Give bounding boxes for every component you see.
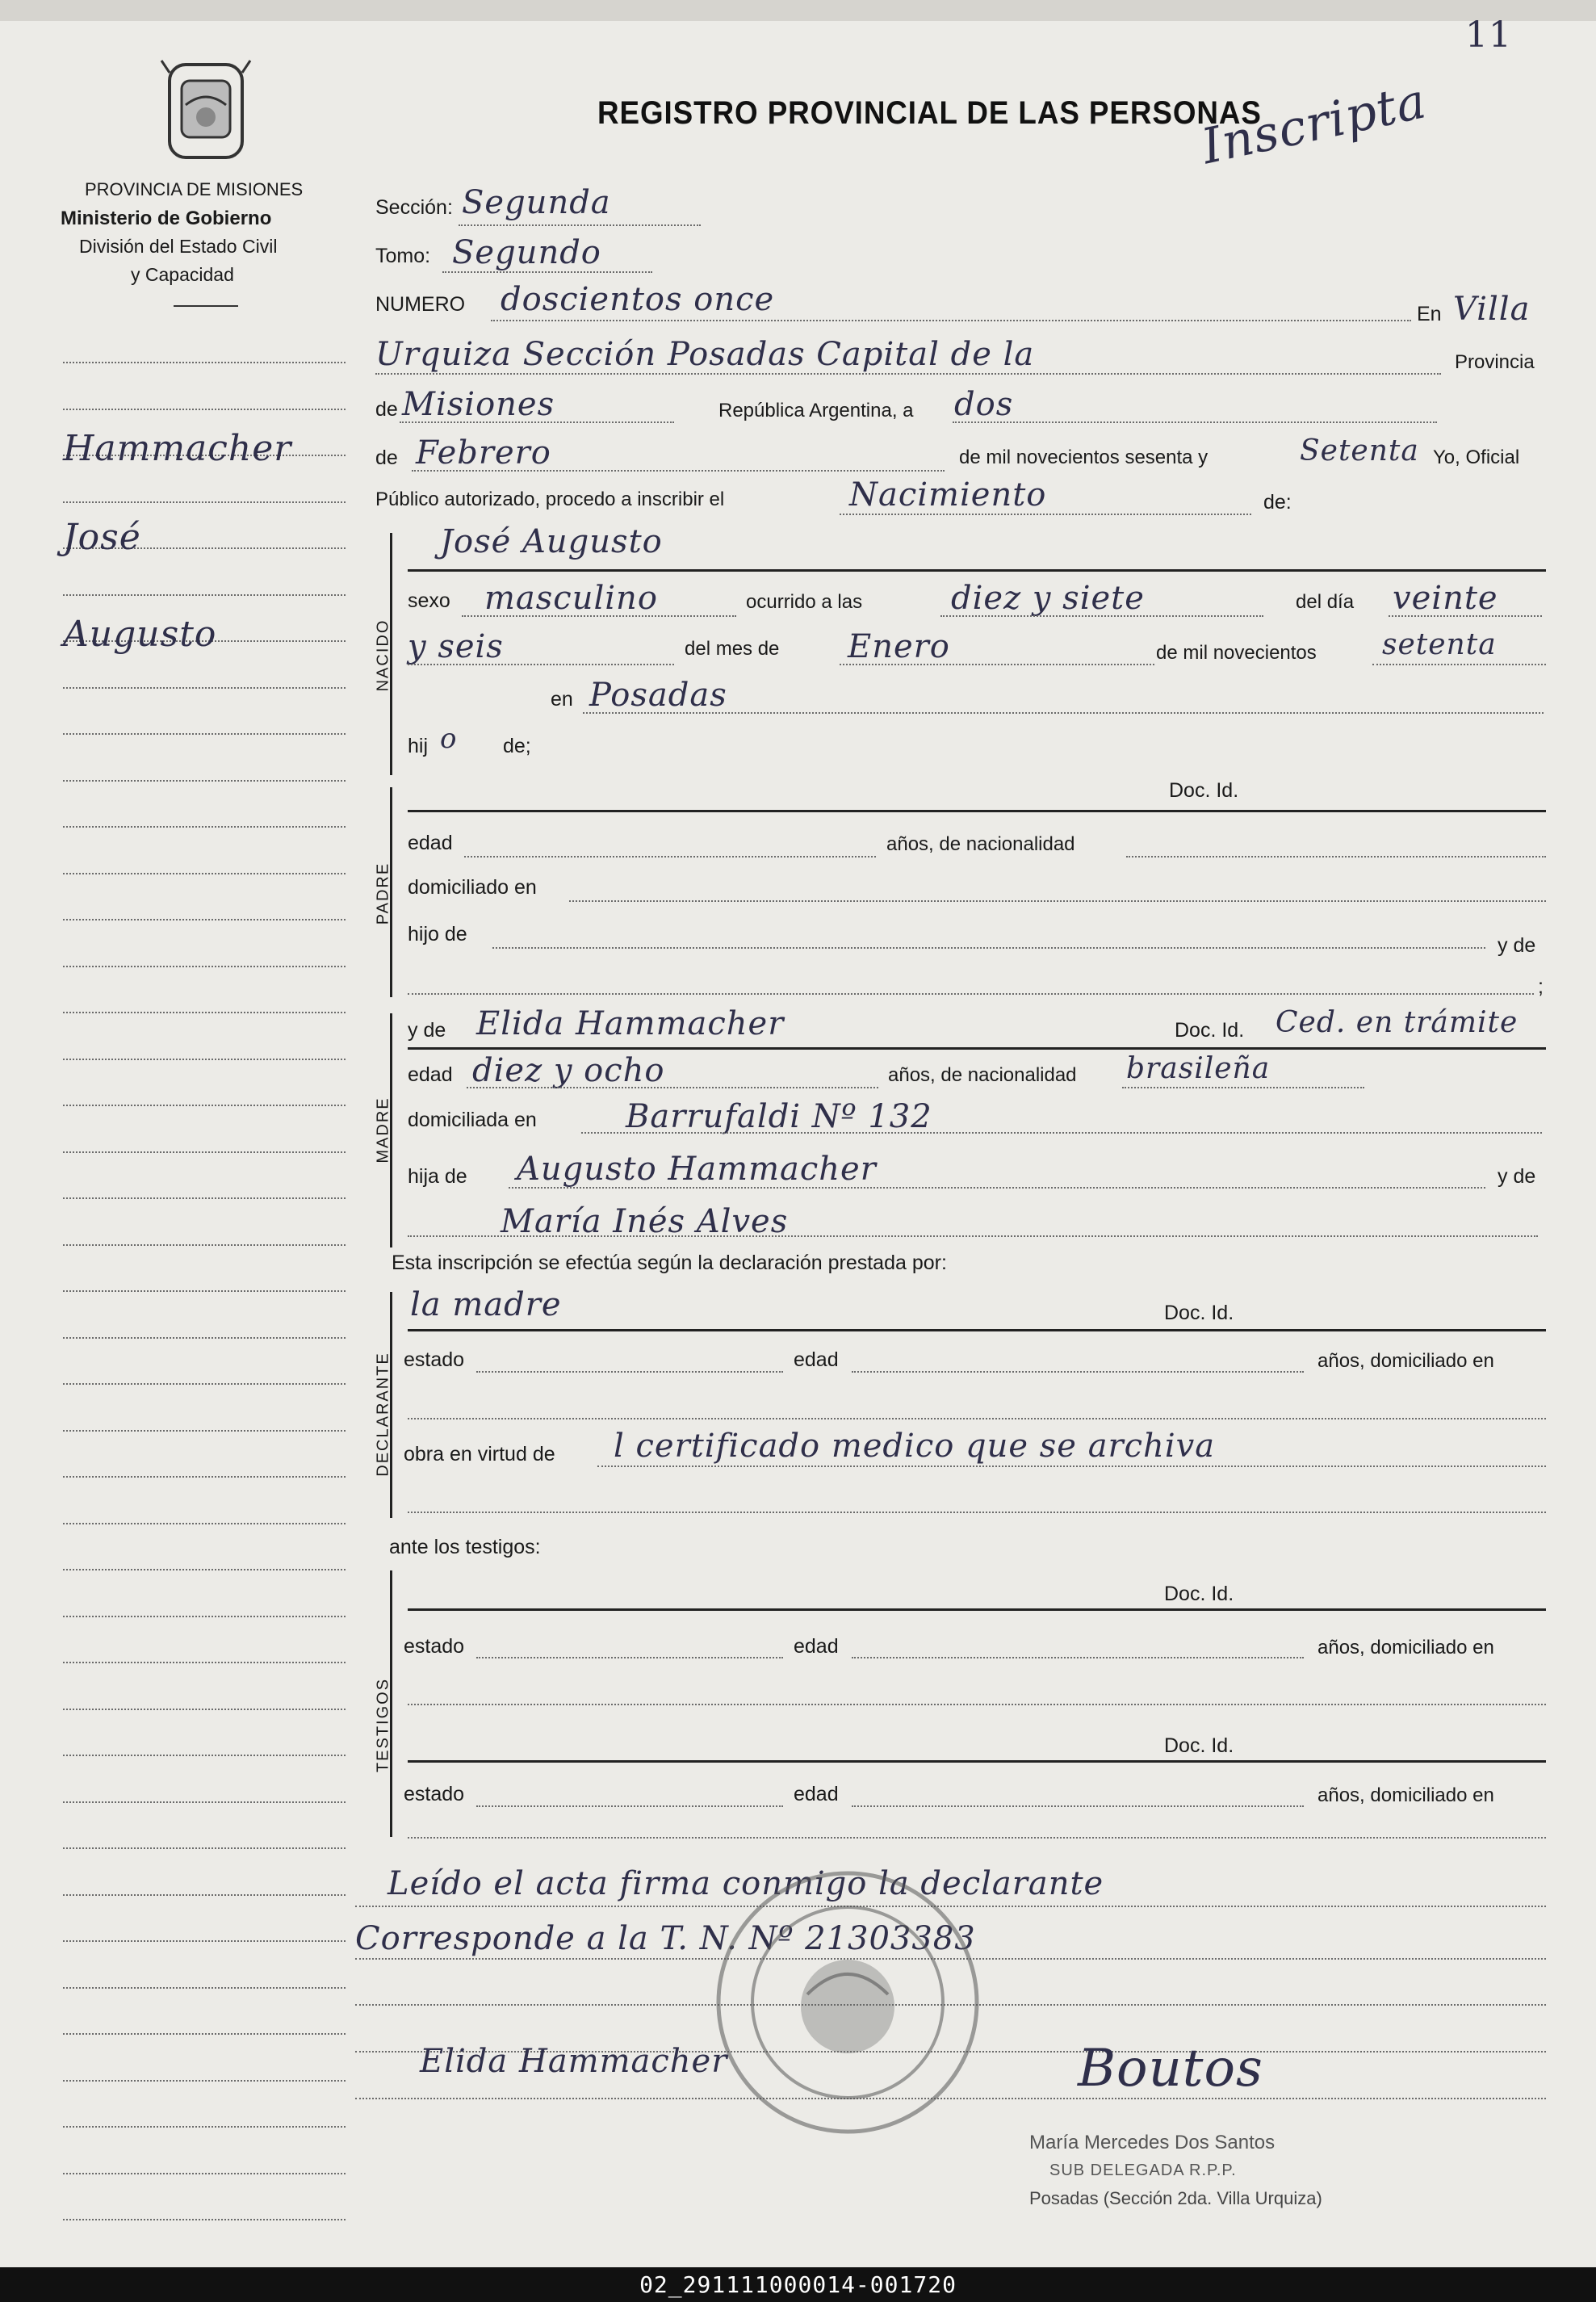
nacido-name: José Augusto <box>440 523 663 560</box>
left-margin-rule <box>63 1801 346 1803</box>
sexo-value: masculino <box>484 580 658 617</box>
dia-value: veinte <box>1393 580 1498 617</box>
hora-value: diez y siete <box>951 580 1145 617</box>
header-divider <box>174 305 238 307</box>
testigos-intro: ante los testigos: <box>389 1536 541 1558</box>
left-margin-rule <box>63 501 346 503</box>
margin-surname: Hammacher <box>63 428 292 469</box>
testigo2-doc-label: Doc. Id. <box>1164 1734 1234 1757</box>
declarante-domicilio-label: años, domiciliado en <box>1317 1350 1494 1372</box>
left-margin-rule <box>63 1151 346 1153</box>
oficial-label: Yo, Oficial <box>1433 447 1520 468</box>
declarante-obra-label: obra en virtud de <box>404 1443 555 1465</box>
province-emblem-icon <box>153 57 258 170</box>
nacido-section-label: NACIDO <box>374 618 392 692</box>
testigo1-doc-label: Doc. Id. <box>1164 1583 1234 1605</box>
ocurrido-label: ocurrido a las <box>746 591 863 613</box>
left-margin-rule <box>63 2173 346 2174</box>
image-id-footer: 02_291111000014-001720 <box>0 2267 1596 2302</box>
hijo-value: o <box>440 723 458 755</box>
header-capacity: y Capacidad <box>131 264 234 285</box>
padre-domicilio-label: domiciliado en <box>408 876 537 899</box>
declarant-signature: Elida Hammacher <box>420 2043 728 2080</box>
left-margin-rule <box>63 966 346 967</box>
closing-line-2: Corresponde a la T. N. Nº 21303383 <box>355 1920 976 1957</box>
left-margin-rule <box>63 687 346 689</box>
left-margin-rule <box>63 2033 346 2035</box>
left-margin-rule <box>63 2219 346 2220</box>
padre-nacionalidad-label: años, de nacionalidad <box>886 833 1075 855</box>
anio-label: de mil novecientos <box>1156 642 1317 664</box>
dia-label: del día <box>1296 591 1355 613</box>
margin-second-name: Augusto <box>63 614 217 655</box>
left-margin-rule <box>63 2080 346 2082</box>
madre-name: Elida Hammacher <box>476 1005 785 1042</box>
left-margin-rule <box>63 1059 346 1060</box>
madre-edad-label: edad <box>408 1063 453 1086</box>
testigo2-domicilio-label: años, domiciliado en <box>1317 1784 1494 1806</box>
official-place: Posadas (Sección 2da. Villa Urquiza) <box>1029 2188 1322 2208</box>
testigo2-estado-label: estado <box>404 1783 465 1805</box>
madre-domicilio-value: Barrufaldi Nº 132 <box>626 1098 932 1135</box>
madre-section-label: MADRE <box>374 1096 392 1164</box>
left-margin-rule <box>63 1616 346 1617</box>
left-margin-rule <box>63 594 346 596</box>
header-province: PROVINCIA DE MISIONES <box>85 179 304 199</box>
left-margin-rule <box>63 409 346 410</box>
left-margin-rule <box>63 873 346 874</box>
left-margin-rule <box>63 733 346 735</box>
declarante-doc-label: Doc. Id. <box>1164 1302 1234 1324</box>
madre-hija-label: hija de <box>408 1165 467 1188</box>
numero-value: doscientos once <box>501 281 775 318</box>
margin-first-name: José <box>63 517 141 558</box>
anio-value: setenta <box>1382 628 1497 661</box>
dia-value-2: y seis <box>408 628 504 665</box>
declarante-estado-label: estado <box>404 1348 465 1371</box>
padre-section-label: PADRE <box>374 862 392 925</box>
left-margin-rule <box>63 362 346 363</box>
seccion-value: Segunda <box>462 184 611 221</box>
left-margin-rule <box>63 919 346 920</box>
left-margin-rule <box>63 1383 346 1385</box>
tomo-label: Tomo: <box>375 245 431 267</box>
lugar-value: Posadas <box>589 677 727 714</box>
header-division: División del Estado Civil <box>79 236 278 257</box>
madre-yde2-label: y de <box>1498 1165 1536 1188</box>
mes-label: del mes de <box>685 638 780 660</box>
left-margin-rule <box>63 1337 346 1339</box>
year-value: Setenta <box>1300 434 1419 468</box>
madre-doc-value: Ced. en trámite <box>1276 1006 1519 1039</box>
madre-edad-value: diez y ocho <box>472 1052 665 1089</box>
padre-yde-label: y de <box>1498 934 1536 957</box>
left-margin-rule <box>63 1755 346 1756</box>
official-title: SUB DELEGADA R.P.P. <box>1049 2162 1237 2179</box>
sexo-label: sexo <box>408 589 450 612</box>
header-ministry: Ministerio de Gobierno <box>61 208 272 229</box>
declarante-edad-label: edad <box>794 1348 839 1371</box>
provincia-value: Misiones <box>402 386 555 423</box>
padre-hijo-label: hijo de <box>408 923 467 946</box>
left-margin-rule <box>63 1709 346 1710</box>
testigo1-edad-label: edad <box>794 1635 839 1658</box>
left-margin-rule <box>63 1847 346 1849</box>
hijo-de-label: de; <box>503 735 531 757</box>
de2-label: de <box>375 447 398 469</box>
de3-label: de: <box>1263 491 1292 514</box>
provincia-label: Provincia <box>1455 351 1535 373</box>
declarante-name: la madre <box>410 1286 562 1323</box>
left-margin-rule <box>63 1940 346 1942</box>
left-margin-rule <box>63 1662 346 1663</box>
left-margin-rule <box>63 1523 346 1524</box>
page-title: REGISTRO PROVINCIAL DE LAS PERSONAS <box>597 95 1262 131</box>
en-value: Villa <box>1453 291 1531 328</box>
page-top-edge <box>0 0 1596 21</box>
testigo1-domicilio-label: años, domiciliado en <box>1317 1637 1494 1658</box>
left-margin-rule <box>63 826 346 828</box>
declarante-intro: Esta inscripción se efectúa según la declaración prestada por: <box>392 1252 947 1274</box>
official-name: María Mercedes Dos Santos <box>1029 2132 1276 2153</box>
page-number: 11 <box>1465 15 1512 56</box>
madre-nacionalidad-value: brasileña <box>1126 1052 1271 1085</box>
declarante-obra-value: l certificado medico que se archiva <box>614 1428 1216 1465</box>
left-margin-rule <box>63 1012 346 1013</box>
left-margin-rule <box>63 1290 346 1292</box>
seccion-label: Sección: <box>375 196 453 219</box>
testigo2-edad-label: edad <box>794 1783 839 1805</box>
official-signature: Boutos <box>1078 2039 1263 2099</box>
padre-doc-label: Doc. Id. <box>1169 779 1239 802</box>
tomo-value: Segundo <box>452 234 601 271</box>
padre-semicolon: ; <box>1538 975 1544 998</box>
en-label: En <box>1417 303 1442 325</box>
month-value: Febrero <box>416 434 551 472</box>
left-margin-rule <box>63 1105 346 1106</box>
left-margin-rule <box>63 1430 346 1432</box>
madre-doc-label: Doc. Id. <box>1175 1019 1245 1042</box>
hijo-label: hij <box>408 735 429 757</box>
day-value: dos <box>954 386 1014 423</box>
left-margin-rule <box>63 1244 346 1246</box>
en-nacido-label: en <box>551 688 573 711</box>
left-margin-rule <box>63 780 346 782</box>
place-line-value: Urquiza Sección Posadas Capital de la <box>375 336 1035 373</box>
acto-value: Nacimiento <box>849 476 1047 514</box>
madre-yde-label: y de <box>408 1019 446 1042</box>
left-margin-rule <box>63 1476 346 1478</box>
madre-padre-value: Augusto Hammacher <box>517 1151 877 1188</box>
mes-value: Enero <box>848 628 950 665</box>
left-margin-rule <box>63 1987 346 1989</box>
left-margin-rule <box>63 2126 346 2128</box>
left-margin-rule <box>63 1197 346 1199</box>
padre-edad-label: edad <box>408 832 453 854</box>
left-margin-rule <box>63 1894 346 1896</box>
madre-madre-value: María Inés Alves <box>501 1203 789 1240</box>
testigo1-estado-label: estado <box>404 1635 465 1658</box>
official-seal-stamp <box>702 1857 993 2148</box>
inscripta-stamp: Inscripta <box>1196 73 1432 176</box>
closing-line-1: Leído el acta firma conmigo la declarante <box>387 1865 1104 1902</box>
numero-label: NUMERO <box>375 293 466 316</box>
testigos-section-label: TESTIGOS <box>374 1677 392 1773</box>
de-label: de <box>375 398 398 421</box>
publico-label: Público autorizado, procedo a inscribir el <box>375 488 725 510</box>
left-margin-rule <box>63 1569 346 1570</box>
republica-label: República Argentina, a <box>718 400 914 421</box>
year-label: de mil novecientos sesenta y <box>959 447 1209 468</box>
madre-nacionalidad-label: años, de nacionalidad <box>888 1064 1077 1086</box>
madre-domicilio-label: domiciliada en <box>408 1109 537 1131</box>
declarante-section-label: DECLARANTE <box>374 1352 392 1477</box>
